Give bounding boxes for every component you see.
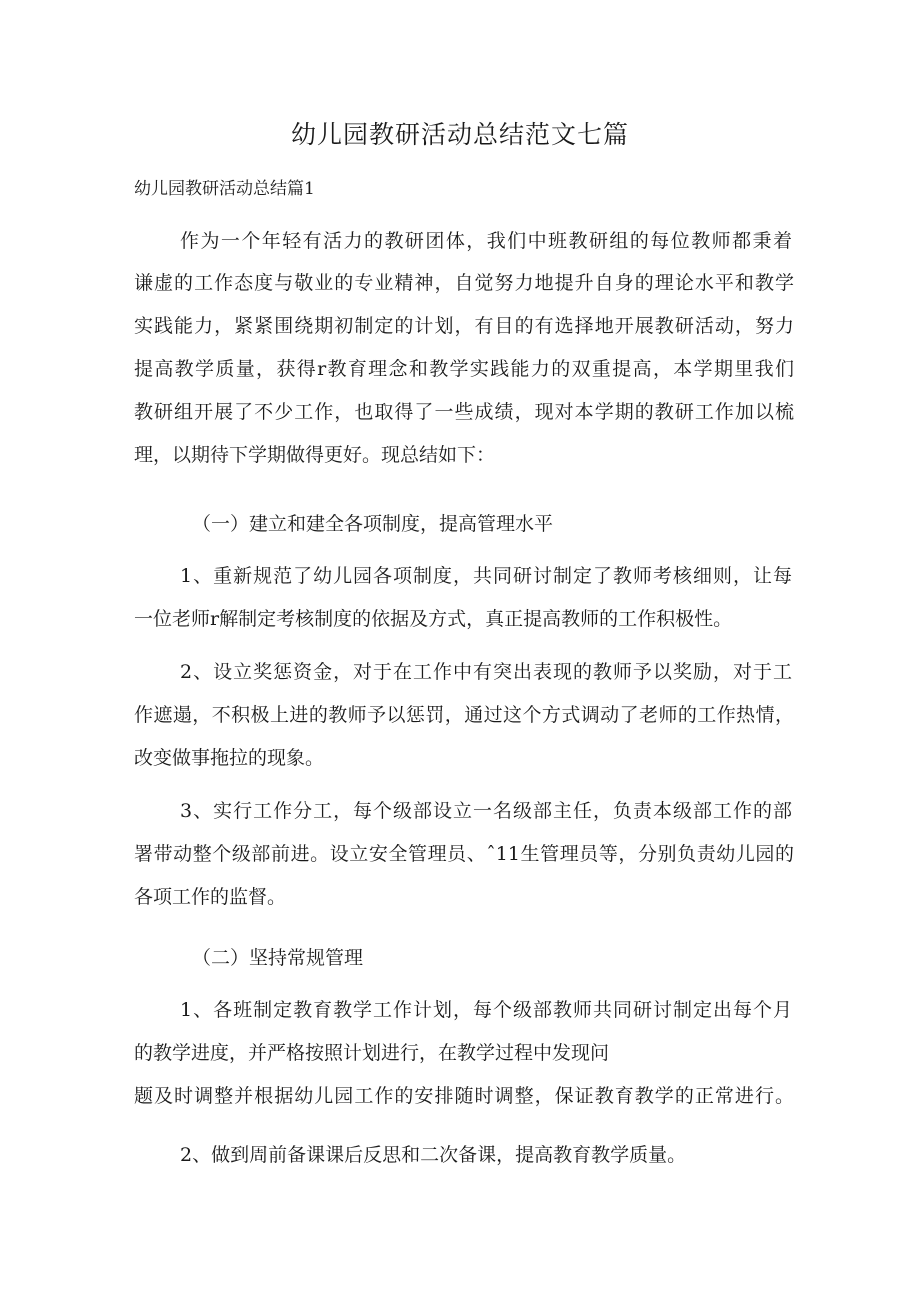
paragraph-line: 谦虚的工作态度与敬业的专业精神，自觉努力地提升自身的理论水平和教学 (134, 272, 794, 294)
paragraph-line: 的教学进度，并严格按照计划进行，在教学过程中发现问 (134, 1042, 610, 1064)
paragraph-line: 教研组开展了不少工作，也取得了一些成绩，现对本学期的教研工作加以梳 (134, 401, 794, 423)
paragraph-line: 1、各班制定教育教学工作计划，每个级部教师共同研讨制定出每个月 (180, 999, 792, 1021)
paragraph-line: 作遮遢，不积极上进的教师予以惩罚，通过这个方式调动了老师的工作热情， (134, 704, 794, 726)
paragraph-line: 理，以期待下学期做得更好。现总结如下： (134, 444, 496, 466)
document-title: 幼儿园教研活动总结范文七篇 (290, 120, 629, 149)
paragraph-line: 3、实行工作分工，每个级部设立一名级部主任，负责本级部工作的部 (180, 800, 792, 822)
paragraph-line: 提高教学质量，获得r教育理念和教学实践能力的双重提高，本学期里我们 (134, 358, 794, 380)
paragraph-line: 署带动整个级部前进。设立安全管理员、ˆ11生管理员等，分别负责幼儿园的 (134, 843, 794, 865)
paragraph-line: 1、重新规范了幼儿园各项制度，共同研讨制定了教师考核细则，让每 (180, 565, 792, 587)
paragraph-line: 2、设立奖惩资金，对于在工作中有突出表现的教师予以奖励，对于工 (180, 661, 792, 683)
paragraph-line: 改变做事拖拉的现象。 (134, 747, 325, 769)
paragraph-line: 一位老师r解制定考核制度的依据及方式，真正提高教师的工作积极性。 (134, 608, 733, 630)
section-heading: （二）坚持常规管理 (192, 947, 364, 969)
paragraph-line: 作为一个年轻有活力的教研团体，我们中班教研组的每位教师都秉着 (180, 230, 792, 252)
paragraph-line: 各项工作的监督。 (134, 886, 287, 908)
paragraph-line: 2、做到周前备课课后反思和二次备课，提高教育教学质量。 (180, 1144, 687, 1166)
section-subtitle: 幼儿园教研活动总结篇1 (134, 179, 315, 199)
paragraph-line: 题及时调整并根据幼儿园工作的安排随时调整，保证教育教学的正常进行。 (134, 1085, 794, 1107)
section-heading: （一）建立和建全各项制度，提高管理水平 (192, 513, 554, 535)
paragraph-line: 实践能力，紧紧围绕期初制定的计划，有目的有选择地开展教研活动，努力 (134, 315, 794, 337)
